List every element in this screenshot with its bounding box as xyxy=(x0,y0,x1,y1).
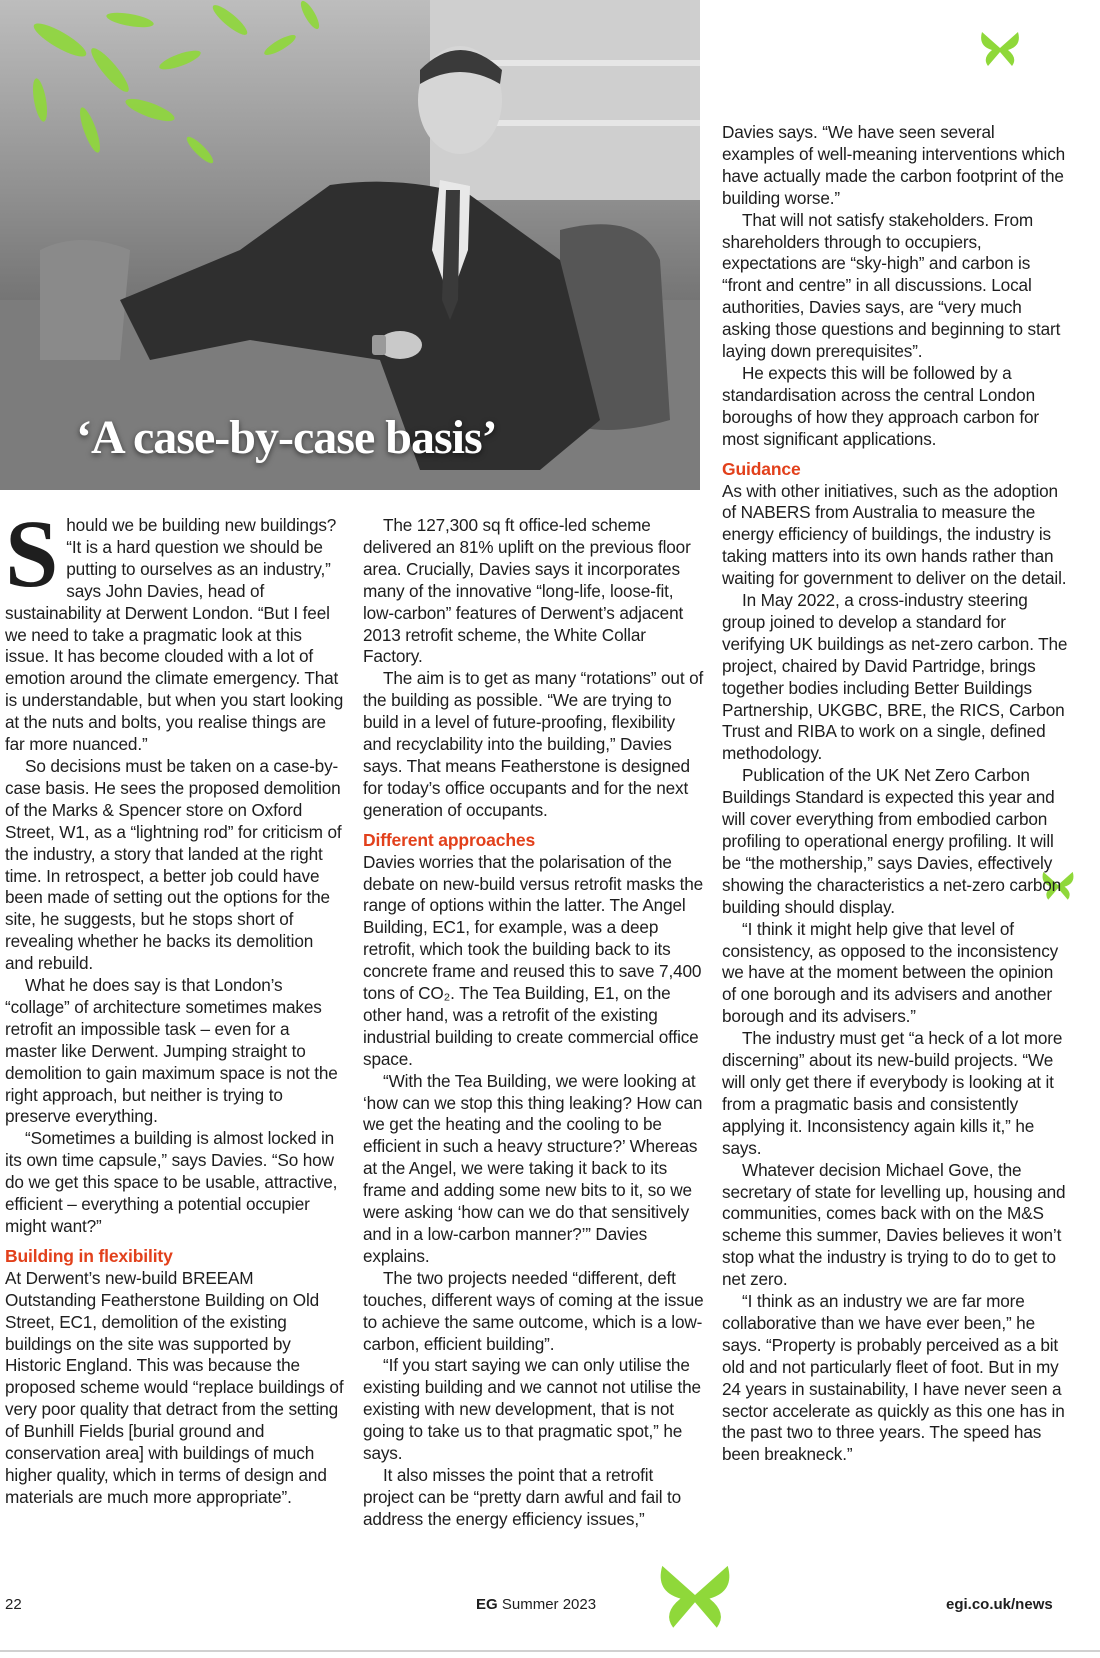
article-column-2 xyxy=(363,515,705,1531)
article-paragraph: That will not satisfy stakeholders. From shareholders through to occupiers, expectations are “sky-high” and carbon is “front and centre” in all discussions. Local authorities, Davies says, are “very much asking those questions and beginning to start laying down prerequisites”. xyxy=(722,209,1061,362)
article-paragraph: So decisions must be taken on a case-by-case basis. He sees the proposed demolition of the Marks & Spencer store on Oxford Street, W1, as a “lightning rod” for criticism of the industry, a story that landed at the right time. In retrospect, a better job could have been made of setting out the options for the site, he suggests, but he stops short of revealing whether he backs its demolition and rebuild. xyxy=(5,755,342,974)
article-paragraph: Davies says. “We have seen several examples of well-meaning interventions which have actually made the carbon footprint of the building worse.” xyxy=(722,122,1066,208)
article-paragraph: At Derwent’s new-build BREEAM Outstanding Featherstone Building on Old Street, EC1, demolition of the existing buildings on the site was supported by Historic England. This was because the proposed scheme would “replace buildings of very poor quality that detract from the setting of Bunhill Fields [burial ground and conservation area] with buildings of much higher quality, which in terms of design and materials are much more appropriate”. xyxy=(5,1267,344,1507)
article-paragraph: The aim is to get as many “rotations” out of the building as possible. “We are trying to build in a level of future-proofing, flexibility and recyclability into the building,” Davies says. That means Featherstone is designed for today’s office occupants and for the next generation of occupants. xyxy=(363,668,704,820)
issue-date: Summer 2023 xyxy=(497,1596,597,1613)
article-column-3 xyxy=(722,122,1070,1466)
article-column-1 xyxy=(5,500,345,1509)
article-paragraph: “With the Tea Building, we were looking at ‘how can we stop this thing leaking? How can we get the heating and the cooling to be efficient in such a heavy structure?’ Whereas at the Angel, we were taking it back to its frame and adding some new bits to it, so we were asking ‘how can we do that sensitively and in a low-carbon manner?’” Davies explains. xyxy=(363,1070,703,1266)
article-paragraph: In May 2022, a cross-industry steering group joined to develop a standard for verifying UK buildings as net-zero carbon. The project, chaired by David Partridge, brings together bodies including Better Buildings Partnership, UKGBC, BRE, the RICS, Carbon Trust and RIBA to work on a single, defined methodology. xyxy=(722,590,1068,764)
website-link[interactable]: egi.co.uk/news xyxy=(946,1596,1053,1613)
article-headline: ‘A case-by-case basis’ xyxy=(76,411,497,464)
article-paragraph: As with other initiatives, such as the adoption of NABERS from Australia to measure the energy efficiency of buildings, the industry is taking matters into its own hands rather than waiting for government to deliver on the detail. xyxy=(722,480,1067,589)
issue-label xyxy=(476,1596,596,1613)
section-heading: Different approaches xyxy=(363,829,536,850)
article-paragraph: Davies worries that the polarisation of the debate on new-build versus retrofit masks the range of options within the latter. The Angel Building, EC1, for example, was a deep retrofit, which took the building back to its concrete frame and reused this to save 7,400 tons of CO₂. The Tea Building, E1, on the other hand, was a retrofit of the existing industrial building to create commercial office space. xyxy=(363,851,704,1069)
article-paragraph: “I think as an industry we are far more collaborative than we have ever been,” he says. “Property is probably perceived as a bit old and not particularly fleet of foot. But in my 24 years in sustainability, I have never seen a sector accelerate as quickly as this one has in the past two to three years. The speed has been breakneck.” xyxy=(722,1291,1065,1465)
article-paragraph: “If you start saying we can only utilise the existing building and we cannot not utilise the existing with new development, that is not going to take us to that pragmatic spot,” he says. xyxy=(363,1355,701,1464)
article-paragraph: What he does say is that London’s “collage” of architecture sometimes makes retrofit an impossible task – even for a master like Derwent. Jumping straight to demolition to gain maximum space is not the right approach, but neither is trying to preserve everything. xyxy=(5,975,338,1127)
article-paragraph: Whatever decision Michael Gove, the secretary of state for levelling up, housing and communities, comes back with on the M&S scheme this summer, Davies believes it won’t stop what the industry is trying to do to get to net zero. xyxy=(722,1159,1066,1290)
butterfly-icon xyxy=(978,28,1022,68)
bottom-divider xyxy=(0,1650,1100,1652)
butterfly-icon xyxy=(655,1555,735,1635)
article-paragraph: He expects this will be followed by a standardisation across the central London boroughs of how they approach carbon for most significant applications. xyxy=(722,362,1039,449)
section-heading: Guidance xyxy=(722,458,801,479)
issue-brand: EG xyxy=(476,1596,498,1613)
article-paragraph: It also misses the point that a retrofit project can be “pretty darn awful and fail to address the energy efficiency issues,” xyxy=(363,1464,682,1529)
article-paragraph xyxy=(5,500,345,756)
article-paragraph: The industry must get “a heck of a lot more discerning” about its new-build projects. “We will only get there if everybody is looking at it from a pragmatic basis and consistently applying it. Inconsistency again kills it,” he says. xyxy=(722,1028,1063,1158)
section-heading: Building in flexibility xyxy=(5,1245,173,1266)
page-number: 22 xyxy=(5,1596,22,1613)
article-paragraph: The 127,300 sq ft office-led scheme delivered an 81% uplift on the previous floor area. Crucially, Davies says it incorporates many of the innovative “long-life, loose-fit, low-carbon” features of Derwent’s adjacent 2013 retrofit scheme, the White Collar Factory. xyxy=(363,515,691,667)
drop-cap: S xyxy=(5,500,59,607)
article-paragraph: “Sometimes a building is almost locked in its own time capsule,” says Davies. “So how do we get this space to be usable, attractive, efficient – everything a potential occupier might want?” xyxy=(5,1128,338,1236)
article-paragraph: “I think it might help give that level of consistency, as opposed to the inconsistency we have at the moment between the opinion of one borough and its advisers and another borough and its advisers.” xyxy=(722,918,1059,1027)
article-paragraph: The two projects needed “different, deft touches, different ways of coming at the issue to achieve the same outcome, which is a low-carbon, efficient building”. xyxy=(363,1267,704,1354)
article-paragraph: Publication of the UK Net Zero Carbon Buildings Standard is expected this year and will cover everything from embodied carbon profiling to operational energy profiling. It will be “the mothership,” says Davies, effectively showing the characteristics a net-zero carbon building should display. xyxy=(722,765,1062,917)
paragraph-text: hould we be building new buildings? “It is a hard question we should be putting to ourselves as an industry,” says John Davies, head of sustainability at Derwent London. “But I feel we need to take a pragmatic look at this issue. It has become clouded with a lot of emotion around the climate emergency. That is understandable, but when you start looking at the nuts and bolts, you realise things are far more nuanced.” xyxy=(5,515,344,755)
